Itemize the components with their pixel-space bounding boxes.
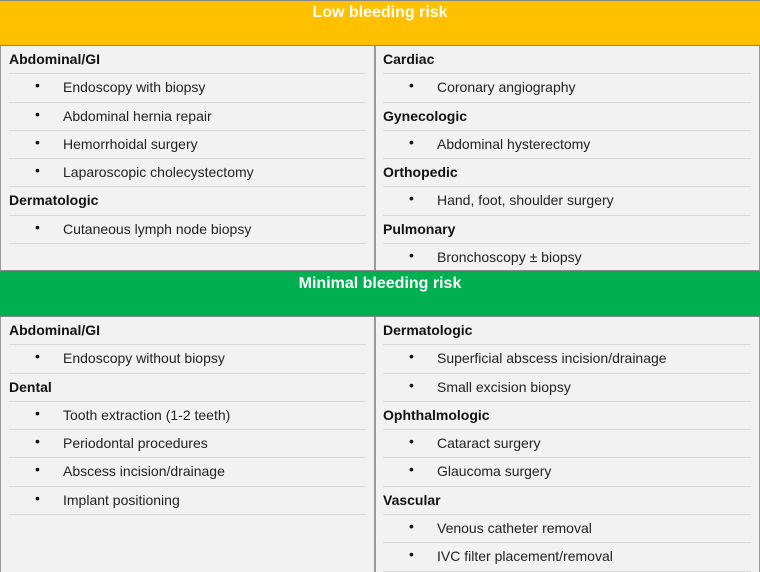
minimal-risk-left-column — [0, 317, 375, 572]
category-dermatologic — [1, 187, 374, 215]
category-label: Cardiac — [383, 51, 435, 67]
category-abdominal-gi — [1, 317, 374, 345]
procedure-item — [375, 345, 759, 373]
procedure-label: Bronchoscopy ± biopsy — [437, 249, 582, 266]
procedure-label: Hemorrhoidal surgery — [63, 135, 198, 152]
bullet-icon: • — [409, 546, 414, 563]
procedure-item — [1, 402, 374, 430]
low-risk-title: Low bleeding risk — [312, 4, 448, 21]
category-dental — [1, 374, 374, 402]
category-label: Dental — [9, 378, 52, 395]
procedure-label: Periodontal procedures — [63, 435, 208, 452]
procedure-label: Hand, foot, shoulder surgery — [437, 192, 614, 209]
procedure-label: Glaucoma surgery — [437, 463, 552, 480]
procedure-label: Implant positioning — [63, 491, 180, 508]
procedure-label: Abscess incision/drainage — [63, 463, 225, 480]
procedure-label: Cataract surgery — [437, 435, 541, 452]
procedure-label: Small excision biopsy — [437, 378, 571, 395]
procedure-item — [1, 345, 374, 373]
procedure-item — [1, 487, 374, 515]
minimal-risk-header — [0, 270, 760, 317]
procedure-item — [375, 187, 759, 215]
procedure-item — [1, 103, 374, 131]
category-label: Vascular — [383, 491, 441, 508]
category-label: Dermatologic — [383, 322, 473, 338]
category-label: Ophthalmologic — [383, 406, 490, 423]
procedure-label: Coronary angiography — [437, 79, 576, 96]
procedure-label: Tooth extraction (1-2 teeth) — [63, 406, 231, 423]
category-label: Orthopedic — [383, 164, 458, 181]
procedure-label: Endoscopy with biopsy — [63, 79, 206, 96]
bullet-icon: • — [35, 461, 40, 478]
procedure-label: Laparoscopic cholecystectomy — [63, 164, 254, 181]
procedure-item — [1, 458, 374, 486]
bullet-icon: • — [35, 404, 40, 421]
bullet-icon: • — [35, 348, 40, 365]
category-label: Gynecologic — [383, 107, 468, 124]
column-divider — [375, 46, 376, 270]
bullet-icon: • — [409, 433, 414, 450]
bullet-icon: • — [409, 348, 414, 365]
low-risk-left-column — [0, 46, 375, 270]
category-vascular — [375, 487, 759, 515]
category-ophthalmologic — [375, 402, 759, 430]
bullet-icon: • — [35, 218, 40, 235]
minimal-risk-title: Minimal bleeding risk — [298, 275, 462, 292]
procedure-label: Endoscopy without biopsy — [63, 350, 225, 367]
procedure-item — [1, 430, 374, 458]
category-dermatologic — [375, 317, 759, 345]
procedure-item — [375, 374, 759, 402]
bullet-icon: • — [409, 376, 414, 393]
procedure-item — [375, 244, 759, 272]
procedure-item — [375, 430, 759, 458]
column-divider — [375, 317, 376, 572]
procedure-item — [1, 159, 374, 187]
procedure-label: Abdominal hernia repair — [63, 107, 212, 124]
low-risk-right-column — [375, 46, 760, 270]
bullet-icon: • — [35, 489, 40, 506]
procedure-item — [1, 131, 374, 159]
procedure-label: Cutaneous lymph node biopsy — [63, 220, 252, 237]
bullet-icon: • — [35, 133, 40, 150]
procedure-item — [1, 74, 374, 102]
procedure-item — [375, 515, 759, 543]
category-label: Pulmonary — [383, 220, 456, 237]
category-label: Dermatologic — [9, 192, 99, 209]
low-risk-header — [0, 0, 760, 46]
category-gynecologic — [375, 103, 759, 131]
procedure-label: Venous catheter removal — [437, 520, 592, 537]
procedure-label: Superficial abscess incision/drainage — [437, 350, 667, 367]
category-label: Abdominal/GI — [9, 51, 100, 67]
category-cardiac — [375, 46, 759, 74]
bullet-icon: • — [35, 77, 40, 94]
category-abdominal-gi — [1, 46, 374, 74]
bullet-icon: • — [409, 77, 414, 94]
category-orthopedic — [375, 159, 759, 187]
bullet-icon: • — [409, 461, 414, 478]
category-label: Abdominal/GI — [9, 322, 100, 338]
bullet-icon: • — [409, 133, 414, 150]
procedure-item — [375, 458, 759, 486]
procedure-item — [375, 74, 759, 102]
bullet-icon: • — [409, 518, 414, 535]
procedure-label: Abdominal hysterectomy — [437, 135, 591, 152]
bullet-icon: • — [409, 190, 414, 207]
procedure-label: IVC filter placement/removal — [437, 548, 613, 565]
category-pulmonary — [375, 216, 759, 244]
bullet-icon: • — [35, 105, 40, 122]
bullet-icon: • — [35, 162, 40, 179]
bullet-icon: • — [35, 433, 40, 450]
minimal-risk-right-column — [375, 317, 760, 572]
procedure-item — [1, 216, 374, 244]
procedure-item — [375, 131, 759, 159]
procedure-item — [375, 543, 759, 571]
bullet-icon: • — [409, 247, 414, 264]
